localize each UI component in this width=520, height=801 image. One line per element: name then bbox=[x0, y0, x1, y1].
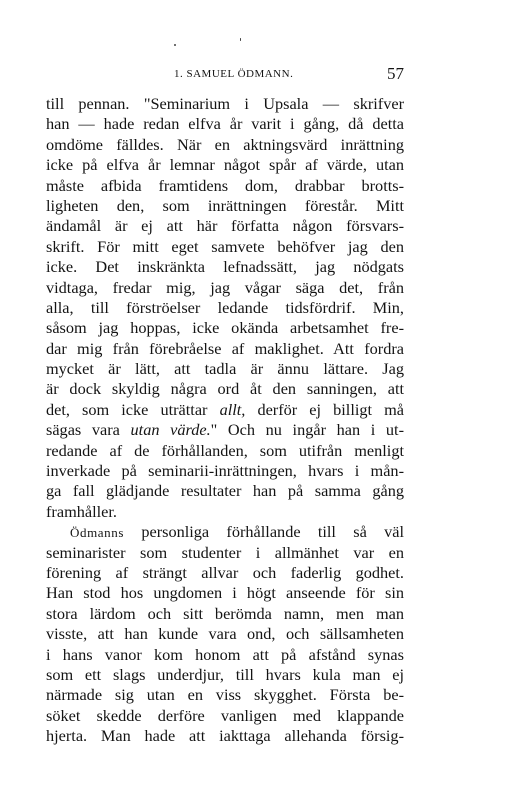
italic-text: allt, bbox=[219, 399, 246, 419]
text-line: förening af strängt allvar och faderlig godhet. bbox=[46, 562, 404, 582]
text-line: alla, till förströelser ledande tidsfördrif. Min, bbox=[46, 297, 404, 317]
page-number: 57 bbox=[387, 64, 404, 83]
text-line: seminarister som studenter i allmänhet var en bbox=[46, 542, 404, 562]
body-text bbox=[46, 94, 404, 747]
text-line-with-italic bbox=[46, 420, 404, 440]
print-speck bbox=[174, 44, 176, 46]
print-speck bbox=[240, 38, 241, 41]
text-line: dar mig från förebråelse af maklighet. Att fordra bbox=[46, 338, 404, 358]
text-segment: " Och nu ingår han i ut- bbox=[210, 420, 404, 440]
text-line: såsom jag hoppas, icke okända arbetsamhet fre- bbox=[46, 318, 404, 338]
text-segment: sägas vara bbox=[46, 420, 131, 440]
running-header bbox=[46, 64, 404, 86]
text-line: är dock skyldig några ord åt den sanningen, att bbox=[46, 379, 404, 399]
text-line: omdöme fälldes. När en aktningsvärd inrättning bbox=[46, 134, 404, 154]
text-line: framhåller. bbox=[46, 501, 117, 521]
text-line: inverkade på seminarii-inrättningen, hvars i mån- bbox=[46, 461, 404, 481]
text-segment: personliga förhållande till så väl bbox=[124, 522, 404, 542]
text-line: redande af de förhållanden, som utifrån menligt bbox=[46, 440, 404, 460]
text-line: närmade sig utan en viss skygghet. Första be- bbox=[46, 685, 404, 705]
text-line: visste, att han kunde vara ond, och sällsamheten bbox=[46, 624, 404, 644]
text-line: måste afbida framtidens dom, drabbar brotts- bbox=[46, 175, 404, 195]
text-line: stora lärdom och sitt berömda namn, men man bbox=[46, 603, 404, 623]
text-line: Han stod hos ungdomen i högt anseende för sin bbox=[46, 583, 404, 603]
text-line: icke. Det inskränkta lefnadssätt, jag nödgats bbox=[46, 257, 404, 277]
text-line: vidtaga, fredar mig, jag vågar säga det, från bbox=[46, 277, 404, 297]
text-line: ligheten den, som inrättningen förestår. Mitt bbox=[46, 195, 404, 215]
text-line: skrift. För mitt eget samvete behöfver jag den bbox=[46, 236, 404, 256]
text-segment: det, som icke uträttar bbox=[46, 399, 220, 419]
italic-text: utan värde. bbox=[130, 420, 211, 440]
text-line: ändamål är ej att här författa någon försvars- bbox=[46, 216, 404, 236]
small-caps-name: Ödmanns bbox=[70, 525, 125, 541]
running-title: 1. SAMUEL ÖDMANN. bbox=[174, 68, 294, 80]
text-line: mycket är lätt, att tadla är ännu lättare. Jag bbox=[46, 359, 404, 379]
text-line: som ett slags underdjur, till hvars kula man ej bbox=[46, 664, 404, 684]
text-line: han — hade redan elfva år varit i gång, då detta bbox=[46, 114, 404, 134]
text-line: hjerta. Man hade att iakttaga allehanda försig- bbox=[46, 726, 404, 746]
paragraph-first-line bbox=[46, 522, 404, 542]
text-line: söket skedde derföre vanligen med klappande bbox=[46, 705, 404, 725]
text-segment: derför ej billigt må bbox=[245, 399, 404, 419]
text-line-with-italic bbox=[46, 400, 404, 420]
text-line: i hans vanor kom honom att på afstånd synas bbox=[46, 644, 404, 664]
text-line: ga fall glädjande resultater han på samma gång bbox=[46, 481, 404, 501]
text-line: till pennan. "Seminarium i Upsala — skrifver bbox=[46, 94, 404, 113]
text-line: icke på elfva år lemnar något spår af värde, utan bbox=[46, 155, 404, 175]
